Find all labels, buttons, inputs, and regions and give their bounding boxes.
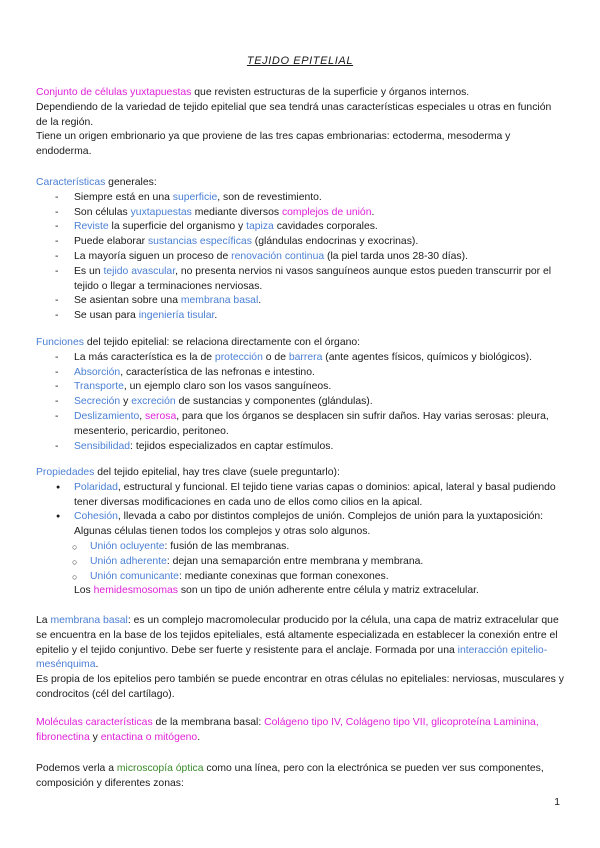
section-heading <box>36 336 564 351</box>
list-item <box>36 235 564 250</box>
highlight-term: interacción epitelio-mesénquima <box>36 644 548 671</box>
intro-paragraph <box>36 86 564 101</box>
highlight-term: entactina o mitógeno <box>100 731 198 743</box>
text: mediante diversos <box>191 206 282 218</box>
propiedades-list <box>36 481 564 585</box>
text: como una línea, pero con la electrónica se pueden ver sus componentes, composición y diferentes zonas: <box>36 763 544 789</box>
membrana-paragraph <box>36 614 564 673</box>
text: . <box>197 731 201 743</box>
highlight-term: barrera <box>288 351 323 363</box>
highlight-term: ingeniería tisular <box>138 310 215 322</box>
list-item <box>36 220 564 235</box>
text: Se asientan sobre una <box>74 295 181 307</box>
list-item <box>36 481 564 511</box>
highlight-term: Deslizamiento <box>74 410 140 422</box>
text: Puede elaborar <box>74 236 148 248</box>
intro-paragraph: Dependiendo de la variedad de tejido epitelial que sea tendrá unas características especiales u otras en función de la región. <box>36 101 552 128</box>
text: de la membrana basal: <box>152 717 265 728</box>
sublist-item <box>36 555 564 570</box>
highlight-term: Colágeno tipo IV, Colágeno tipo VII, glicoproteína Laminina, fibronectina <box>36 717 539 743</box>
text: . <box>214 310 218 322</box>
text: o de <box>262 351 289 363</box>
sublist-item <box>36 540 564 555</box>
text: (la piel tarda unos 28-30 días). <box>324 250 468 262</box>
intro-section <box>36 86 564 160</box>
text: La más característica es la de <box>74 351 215 363</box>
text: : es un complejo macromolecular producido por la célula, una capa de matriz extracelular que se encuentra en la base de los tejidos epiteliales, está altamente especializada en establecer la conexión entre el epitelio y el tejido conjuntivo. Debe ser fuerte y resistente para el anclaje. Formada por una <box>36 615 559 656</box>
text: Se usan para <box>74 310 139 322</box>
highlight-term: microscopía óptica <box>116 763 204 774</box>
text: y <box>120 396 132 408</box>
text: , un ejemplo claro son los vasos sanguíneos. <box>123 381 332 393</box>
page-title: TEJIDO EPITELIAL <box>246 55 354 67</box>
caracteristicas-list <box>36 191 564 324</box>
list-item <box>36 380 564 395</box>
intro-paragraph: Tiene un origen embrionario ya que proviene de las tres capas embrionarias: ectoderma, mesoderma y endoderma. <box>36 131 511 158</box>
highlight-term: serosa <box>145 410 177 422</box>
text: y <box>89 731 101 743</box>
list-item <box>36 294 564 309</box>
list-item <box>36 440 564 455</box>
membrana-paragraph: Es propia de los epitelios pero también se puede encontrar en otras células no epiteliales: nerviosas, musculares y condrocitos (cél del cartílago). <box>36 674 564 700</box>
highlight-term: Unión ocluyente <box>90 540 165 552</box>
text: Los <box>74 585 94 597</box>
highlight-term: Conjunto de células yuxtapuestas <box>36 87 192 98</box>
text: de sustancias y componentes (glándulas). <box>175 396 373 408</box>
highlight-term: Unión comunicante <box>90 570 179 582</box>
list-item <box>36 395 564 410</box>
heading-term: Características <box>36 177 106 188</box>
text: : fusión de las membranas. <box>164 540 290 552</box>
highlight-term: Polaridad <box>74 481 118 493</box>
text: son un tipo de unión adherente entre célula y matriz extracelular. <box>177 585 479 597</box>
caracteristicas-section <box>36 176 564 324</box>
highlight-term: excreción <box>131 396 176 408</box>
text: del tejido epitelial: se relaciona directamente con el órgano: <box>83 337 361 348</box>
highlight-term: Unión adherente <box>90 555 167 567</box>
text: Podemos verla a <box>36 763 117 774</box>
highlight-term: protección <box>214 351 263 363</box>
propiedades-section <box>36 466 564 599</box>
funciones-list <box>36 351 564 455</box>
text: del tejido epitelial, hay tres clave (suele preguntarlo): <box>94 467 340 478</box>
highlight-term: Sensibilidad <box>74 440 131 452</box>
text: generales: <box>105 177 157 188</box>
microscopia-paragraph <box>36 762 564 792</box>
highlight-term: Reviste <box>74 221 109 233</box>
text: Son células <box>74 206 131 218</box>
text: , para que los órganos se desplacen sin sufrir daños. Hay varias serosas: pleura, mesenterio, pericardio, peritoneo. <box>74 410 549 437</box>
text: : dejan una semaparción entre membrana y membrana. <box>166 555 424 567</box>
highlight-term: tejido avascular <box>103 265 176 277</box>
highlight-term: yuxtapuestas <box>130 206 192 218</box>
moleculas-section <box>36 716 564 746</box>
list-item <box>36 366 564 381</box>
text: : tejidos especializados en captar estímulos. <box>130 440 334 452</box>
highlight-term: superficie <box>172 191 218 203</box>
membrana-section <box>36 614 564 703</box>
text: : mediante conexinas que forman conexones. <box>178 570 389 582</box>
list-item <box>36 206 564 221</box>
union-sublist <box>36 540 564 584</box>
text: , característica de las nefronas e intestino. <box>120 366 315 378</box>
highlight-term: Cohesión <box>74 511 118 523</box>
text: . <box>95 659 99 671</box>
hemidesmosomas-note <box>36 584 564 599</box>
text: (ante agentes físicos, químicos y biológicos). <box>322 351 533 363</box>
list-item <box>36 191 564 206</box>
text: la superficie del organismo y <box>108 221 247 233</box>
text: (glándulas endocrinas y exocrinas). <box>251 236 419 248</box>
highlight-term: renovación continua <box>231 250 325 262</box>
text: , no presenta nervios ni vasos sanguíneos aunque estos pueden transcurrir por el tejido o llegar a terminaciones nerviosas. <box>74 265 552 292</box>
text: , son de revestimiento. <box>217 191 322 203</box>
list-item <box>36 410 564 440</box>
heading-term: Propiedades <box>36 467 95 478</box>
text: . <box>371 206 375 218</box>
text: Siempre está en una <box>74 191 173 203</box>
text: que revisten estructuras de la superficie y órganos internos. <box>191 87 470 98</box>
highlight-term: Transporte <box>74 381 124 393</box>
page-number: 1 <box>554 797 560 808</box>
text: La mayoría siguen un proceso de <box>74 250 232 262</box>
text: , <box>139 410 146 422</box>
highlight-term: hemidesmosomas <box>93 585 178 597</box>
funciones-section <box>36 336 564 454</box>
highlight-term: sustancias específicas <box>147 236 252 248</box>
text: cavidades corporales. <box>273 221 378 233</box>
highlight-term: membrana basal <box>50 615 128 626</box>
highlight-term: Moléculas características <box>36 717 153 728</box>
microscopia-section <box>36 762 564 792</box>
text: . <box>258 295 262 307</box>
list-item <box>36 250 564 265</box>
highlight-term: tapiza <box>246 221 274 233</box>
text: , llevada a cabo por distintos complejos de unión. Complejos de unión para la yuxtaposición: Algunas células tienen todos los complejos y otras solo algunos. <box>74 511 544 538</box>
text: , estructural y funcional. El tejido tiene varias capas o dominios: apical, lateral y basal pudiendo tener diversas modificaciones en cada uno de ellos como cilios en la apical. <box>74 481 556 508</box>
highlight-term: Secreción <box>74 396 121 408</box>
sublist-item <box>36 570 564 585</box>
heading-term: Funciones <box>36 337 84 348</box>
list-item <box>36 351 564 366</box>
highlight-term: complejos de unión <box>281 206 372 218</box>
section-heading <box>36 176 564 191</box>
text: Es un <box>74 265 104 277</box>
highlight-term: Absorción <box>74 366 121 378</box>
list-item <box>36 265 564 295</box>
list-item <box>36 309 564 324</box>
moleculas-paragraph <box>36 716 564 746</box>
section-heading <box>36 466 564 481</box>
highlight-term: membrana basal <box>180 295 259 307</box>
text: La <box>36 615 51 626</box>
list-item <box>36 510 564 584</box>
